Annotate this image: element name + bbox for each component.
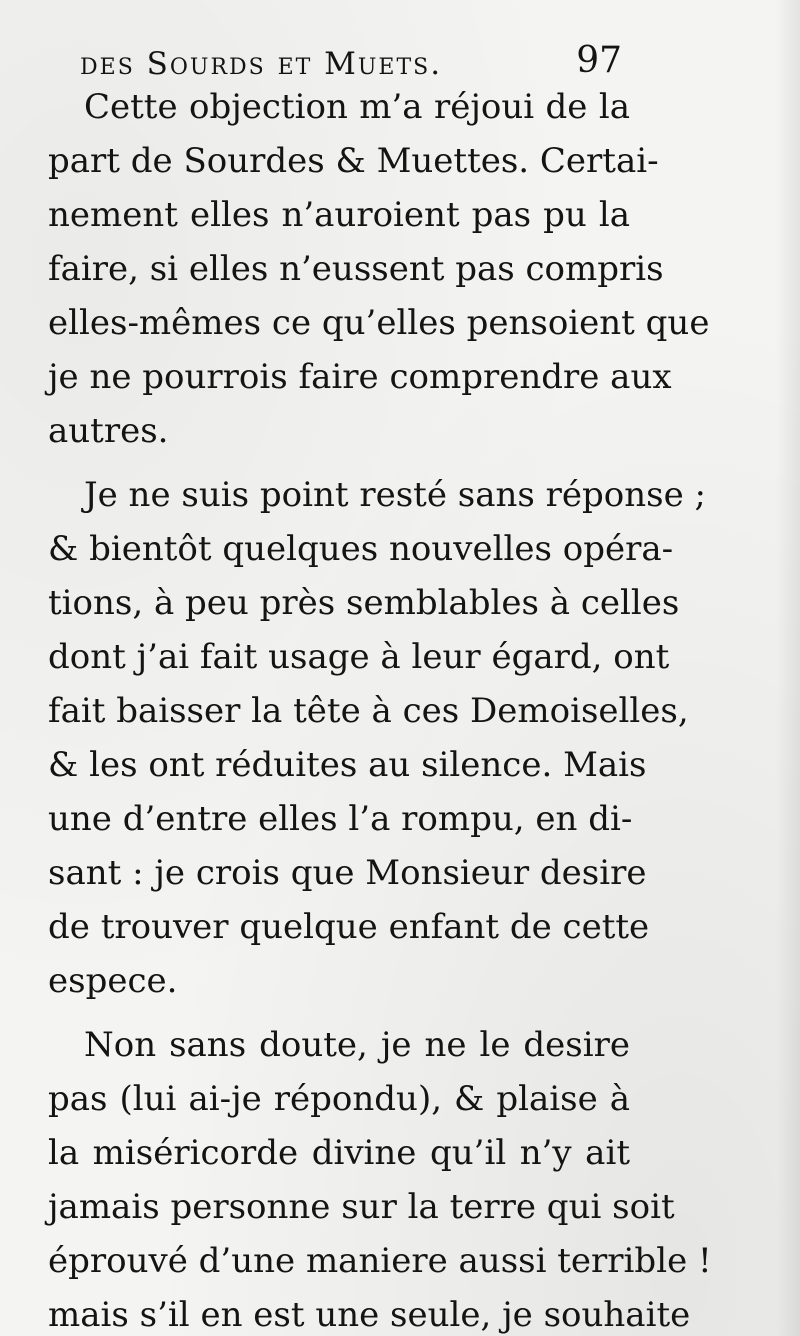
text-line: nement elles n’auroient pas pu la [48,195,630,235]
text-line: part de Sourdes & Muettes. Certai- [48,141,659,181]
text-line: & bientôt quelques nouvelles opéra- [48,529,674,569]
text-line: Je ne suis point resté sans réponse ; [84,475,706,515]
text-line: une d’entre elles l’a rompu, en di- [48,799,633,839]
paragraph-2 [48,468,706,1008]
text-line: faire, si elles n’eussent pas compris [48,249,664,289]
text-line: dont j’ai fait usage à leur égard, ont [48,637,670,677]
text-line: pas (lui ai-je répondu), & plaise à [48,1079,630,1119]
text-line: autres. [48,411,169,451]
text-line: mais s’il en est une seule, je souhaite [48,1295,691,1335]
running-title: des Sourds et Muets. [80,46,443,82]
text-line: Cette objection m’a réjoui de la [84,87,630,127]
text-line: Non sans doute, je ne le desire [84,1025,630,1065]
text-line: jamais personne sur la terre qui soit [48,1187,675,1227]
text-line: tions, à peu près semblables à celles [48,583,680,623]
page-number: 97 [576,40,622,81]
page-edge-shadow [776,0,800,1336]
text-line: fait baisser la tête à ces Demoiselles, [48,691,689,731]
paragraph-3 [48,1018,712,1336]
text-line: de trouver quelque enfant de cette [48,907,650,947]
text-line: éprouvé d’une maniere aussi terrible ! [48,1241,712,1281]
text-line: elles-mêmes ce qu’elles pensoient que [48,303,710,343]
paragraph-1 [48,80,710,458]
text-line: sant : je crois que Monsieur desire [48,853,647,893]
text-line: & les ont réduites au silence. Mais [48,745,647,785]
text-line: je ne pourrois faire comprendre aux [48,357,672,397]
text-line: espece. [48,961,178,1001]
body-text [48,80,712,1336]
text-line: la miséricorde divine qu’il n’y ait [48,1133,630,1173]
